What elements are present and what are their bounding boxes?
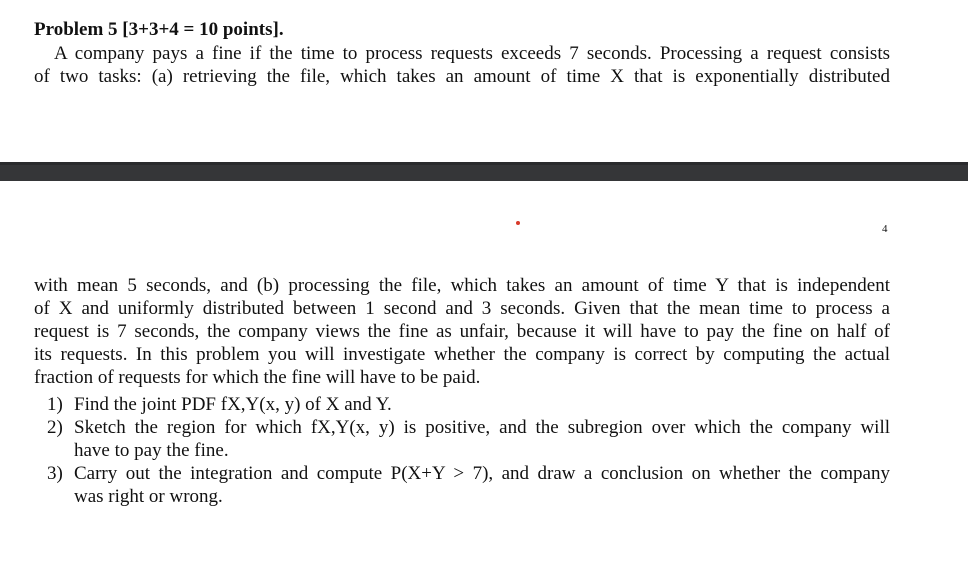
body-line-4: its requests. In this problem you will investigate whether the company is correct by computing the actual [34, 344, 890, 365]
problem-title: Problem 5 [3+3+4 = 10 points]. [34, 19, 284, 40]
list-item-text: have to pay the fine. [74, 440, 229, 461]
body-line-1: with mean 5 seconds, and (b) processing the file, which takes an amount of time Y that is independent [34, 275, 890, 296]
list-item-number: 3) [47, 463, 63, 484]
list-item-3 [0, 462, 968, 508]
page-break-shade [0, 162, 968, 165]
red-dot-mark [516, 221, 520, 225]
list-item-number: 2) [47, 417, 63, 438]
body-line-3: request is 7 seconds, the company views the fine as unfair, because it will have to pay the fine on half of [34, 321, 890, 342]
page-top-fragment [0, 0, 968, 162]
list-item-text: Find the joint PDF fX,Y(x, y) of X and Y. [74, 394, 392, 415]
body-line-5: fraction of requests for which the fine will have to be paid. [34, 367, 481, 388]
page-number: 4 [882, 223, 888, 235]
list-item-text: Sketch the region for which fX,Y(x, y) is positive, and the subregion over which the company will [74, 417, 890, 438]
list-item-text: Carry out the integration and compute P(X+Y > 7), and draw a conclusion on whether the company [74, 463, 890, 484]
list-item-text: was right or wrong. [74, 486, 223, 507]
intro-line-1: A company pays a fine if the time to process requests exceeds 7 seconds. Processing a request consists [54, 43, 890, 64]
body-line-2: of X and uniformly distributed between 1 second and 3 seconds. Given that the mean time to process a [34, 298, 890, 319]
list-item-1 [0, 393, 968, 416]
page-break-band [0, 162, 968, 181]
intro-line-2: of two tasks: (a) retrieving the file, which takes an amount of time X that is exponentially distributed [34, 66, 890, 87]
list-item-number: 1) [47, 394, 63, 415]
list-item-2 [0, 416, 968, 462]
